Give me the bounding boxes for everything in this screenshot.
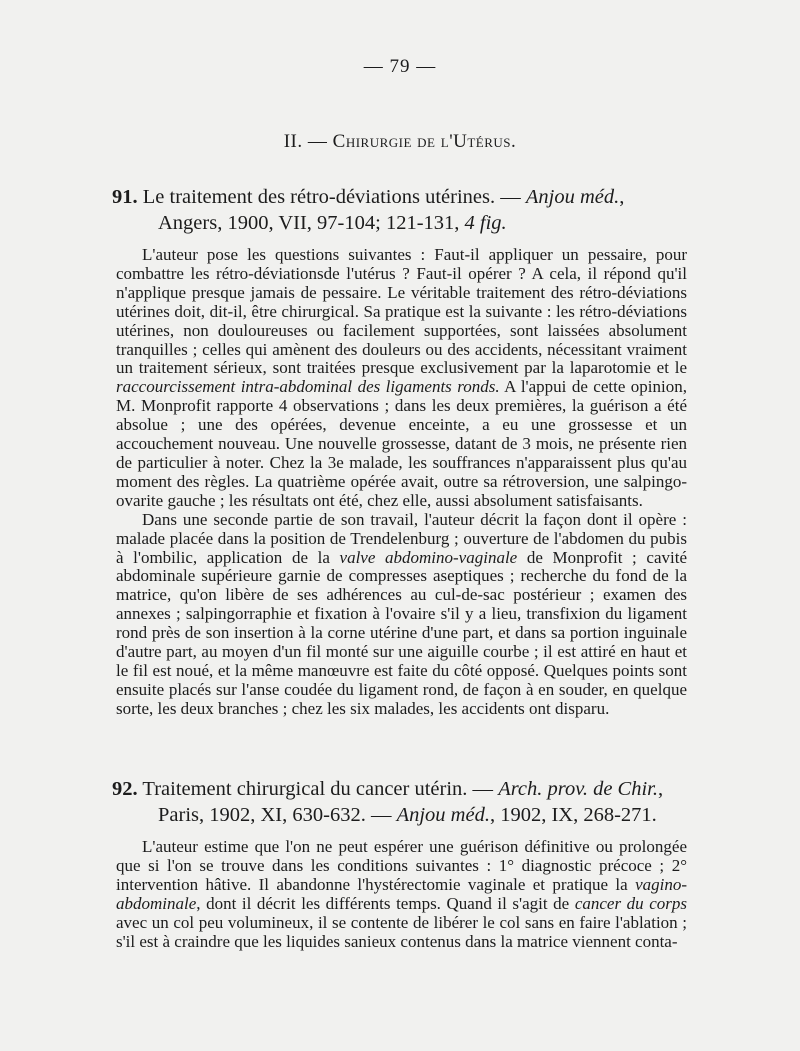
entry-title: Traitement chirurgical du cancer utérin. — — [142, 778, 499, 800]
entry-heading-91: 91. Le traitement des rétro-déviations utérines. — Anjou méd., Angers, 1900, VII, 97-104; 121-131, 4 fig. — [112, 184, 702, 236]
section-numeral: II. — — [283, 131, 333, 152]
abstract-paragraph: L'auteur pose les questions suivantes : Faut-il appliquer un pessaire, pour combattre les rétro-déviationsde l'utérus ? Faut-il opérer ? A cela, il répond qu'il n'applique presque jamais de pessaire. Le véritable traitement des rétro-déviations utérines doit, dit-il, être chirurgical. Sa pratique est la suivante : les rétro-déviations utérines, non douloureuses ou facilement supportées, sont laissées absolument tranquilles ; celles qui amènent des douleurs ou des accidents, nécessitant vraiment un traitement sérieux, sont traitées presque exclusivement par la laparotomie et le raccourcissement intra-abdominal des ligaments ronds. A l'appui de cette opinion, M. Monprofit rapporte 4 observations ; dans les deux premières, la guérison a été absolue ; une des opérées, devenue enceinte, a eu une grossesse et un accouchement nouveau. Une nouvelle grossesse, datant de 3 mois, ne présente rien de particulier à noter. Chez la 3e malade, les souffrances n'apparaissent plus qu'au moment des règles. La quatrième opérée avait, outre sa rétroversion, une salpingo-ovarite gauche ; les résultats ont été, chez elle, aussi absolument satisfaisants. — [116, 245, 688, 510]
entry-title: Le traitement des rétro-déviations utérines. — — [142, 186, 526, 208]
entry-citation: Paris, 1902, XI, 630-632. — Anjou méd., 1902, IX, 268-271. — [158, 804, 657, 826]
entry-number: 91. — [112, 186, 138, 208]
entry-number: 92. — [112, 778, 138, 800]
entry-abstract-91 — [116, 246, 687, 719]
entry-figures: 4 fig. — [464, 212, 507, 234]
entry-heading-92: 92. Traitement chirurgical du cancer utérin. — Arch. prov. de Chir., Paris, 1902, XI, 630-632. — Anjou méd., 1902, IX, 268-271. — [112, 776, 702, 828]
page-number: — 79 — — [363, 56, 437, 77]
abstract-paragraph: L'auteur estime que l'on ne peut espérer une guérison définitive ou prolongée que si l'on se trouve dans les conditions suivantes : 1° diagnostic précoce ; 2° intervention hâtive. Il abandonne l'hystérectomie vaginale et pratique la vagino-abdominale, dont il décrit les différents temps. Quand il s'agit de cancer du corps avec un col peu volumineux, il se contente de libérer le col sans en faire l'ablation ; s'il est à craindre que les liquides sanieux contenus dans la matrice viennent conta- — [116, 837, 687, 951]
section-title — [0, 131, 800, 153]
abstract-paragraph: Dans une seconde partie de son travail, l'auteur décrit la façon dont il opère : malade placée dans la position de Trendelenburg ; ouverture de l'abdomen du pubis à l'ombilic, application de la valve abdomino-vaginale de Monprofit ; cavité abdominale supérieure garnie de compresses aseptiques ; recherche du fond de la matrice, qu'on libère de ses adhérences au cul-de-sac postérieur ; examen des annexes ; salpingorraphie et fixation à l'ovaire s'il y a lieu, transfixion du ligament rond près de son insertion à la corne utérine d'une part, et dans sa portion inguinale d'autre part, au moyen d'un fil monté sur une aiguille courbe ; il est attiré en haut et le fil est noué, et la même manœuvre est faite du côté opposé. Quelques points sont ensuite placés sur l'anse coudée du ligament rond, de façon à en souder, en quelque sorte, les deux branches ; chez les six malades, les accidents ont disparu. — [116, 509, 687, 718]
entry-source: Anjou méd. — [525, 186, 620, 208]
entry-citation: Angers, 1900, VII, 97-104; 121-131, 4 fig. — [158, 212, 507, 234]
entry-abstract-92 — [116, 838, 687, 951]
entry-source: Arch. prov. de Chir. — [498, 778, 658, 800]
section-name: Chirurgie de l'Utérus. — [332, 131, 517, 152]
